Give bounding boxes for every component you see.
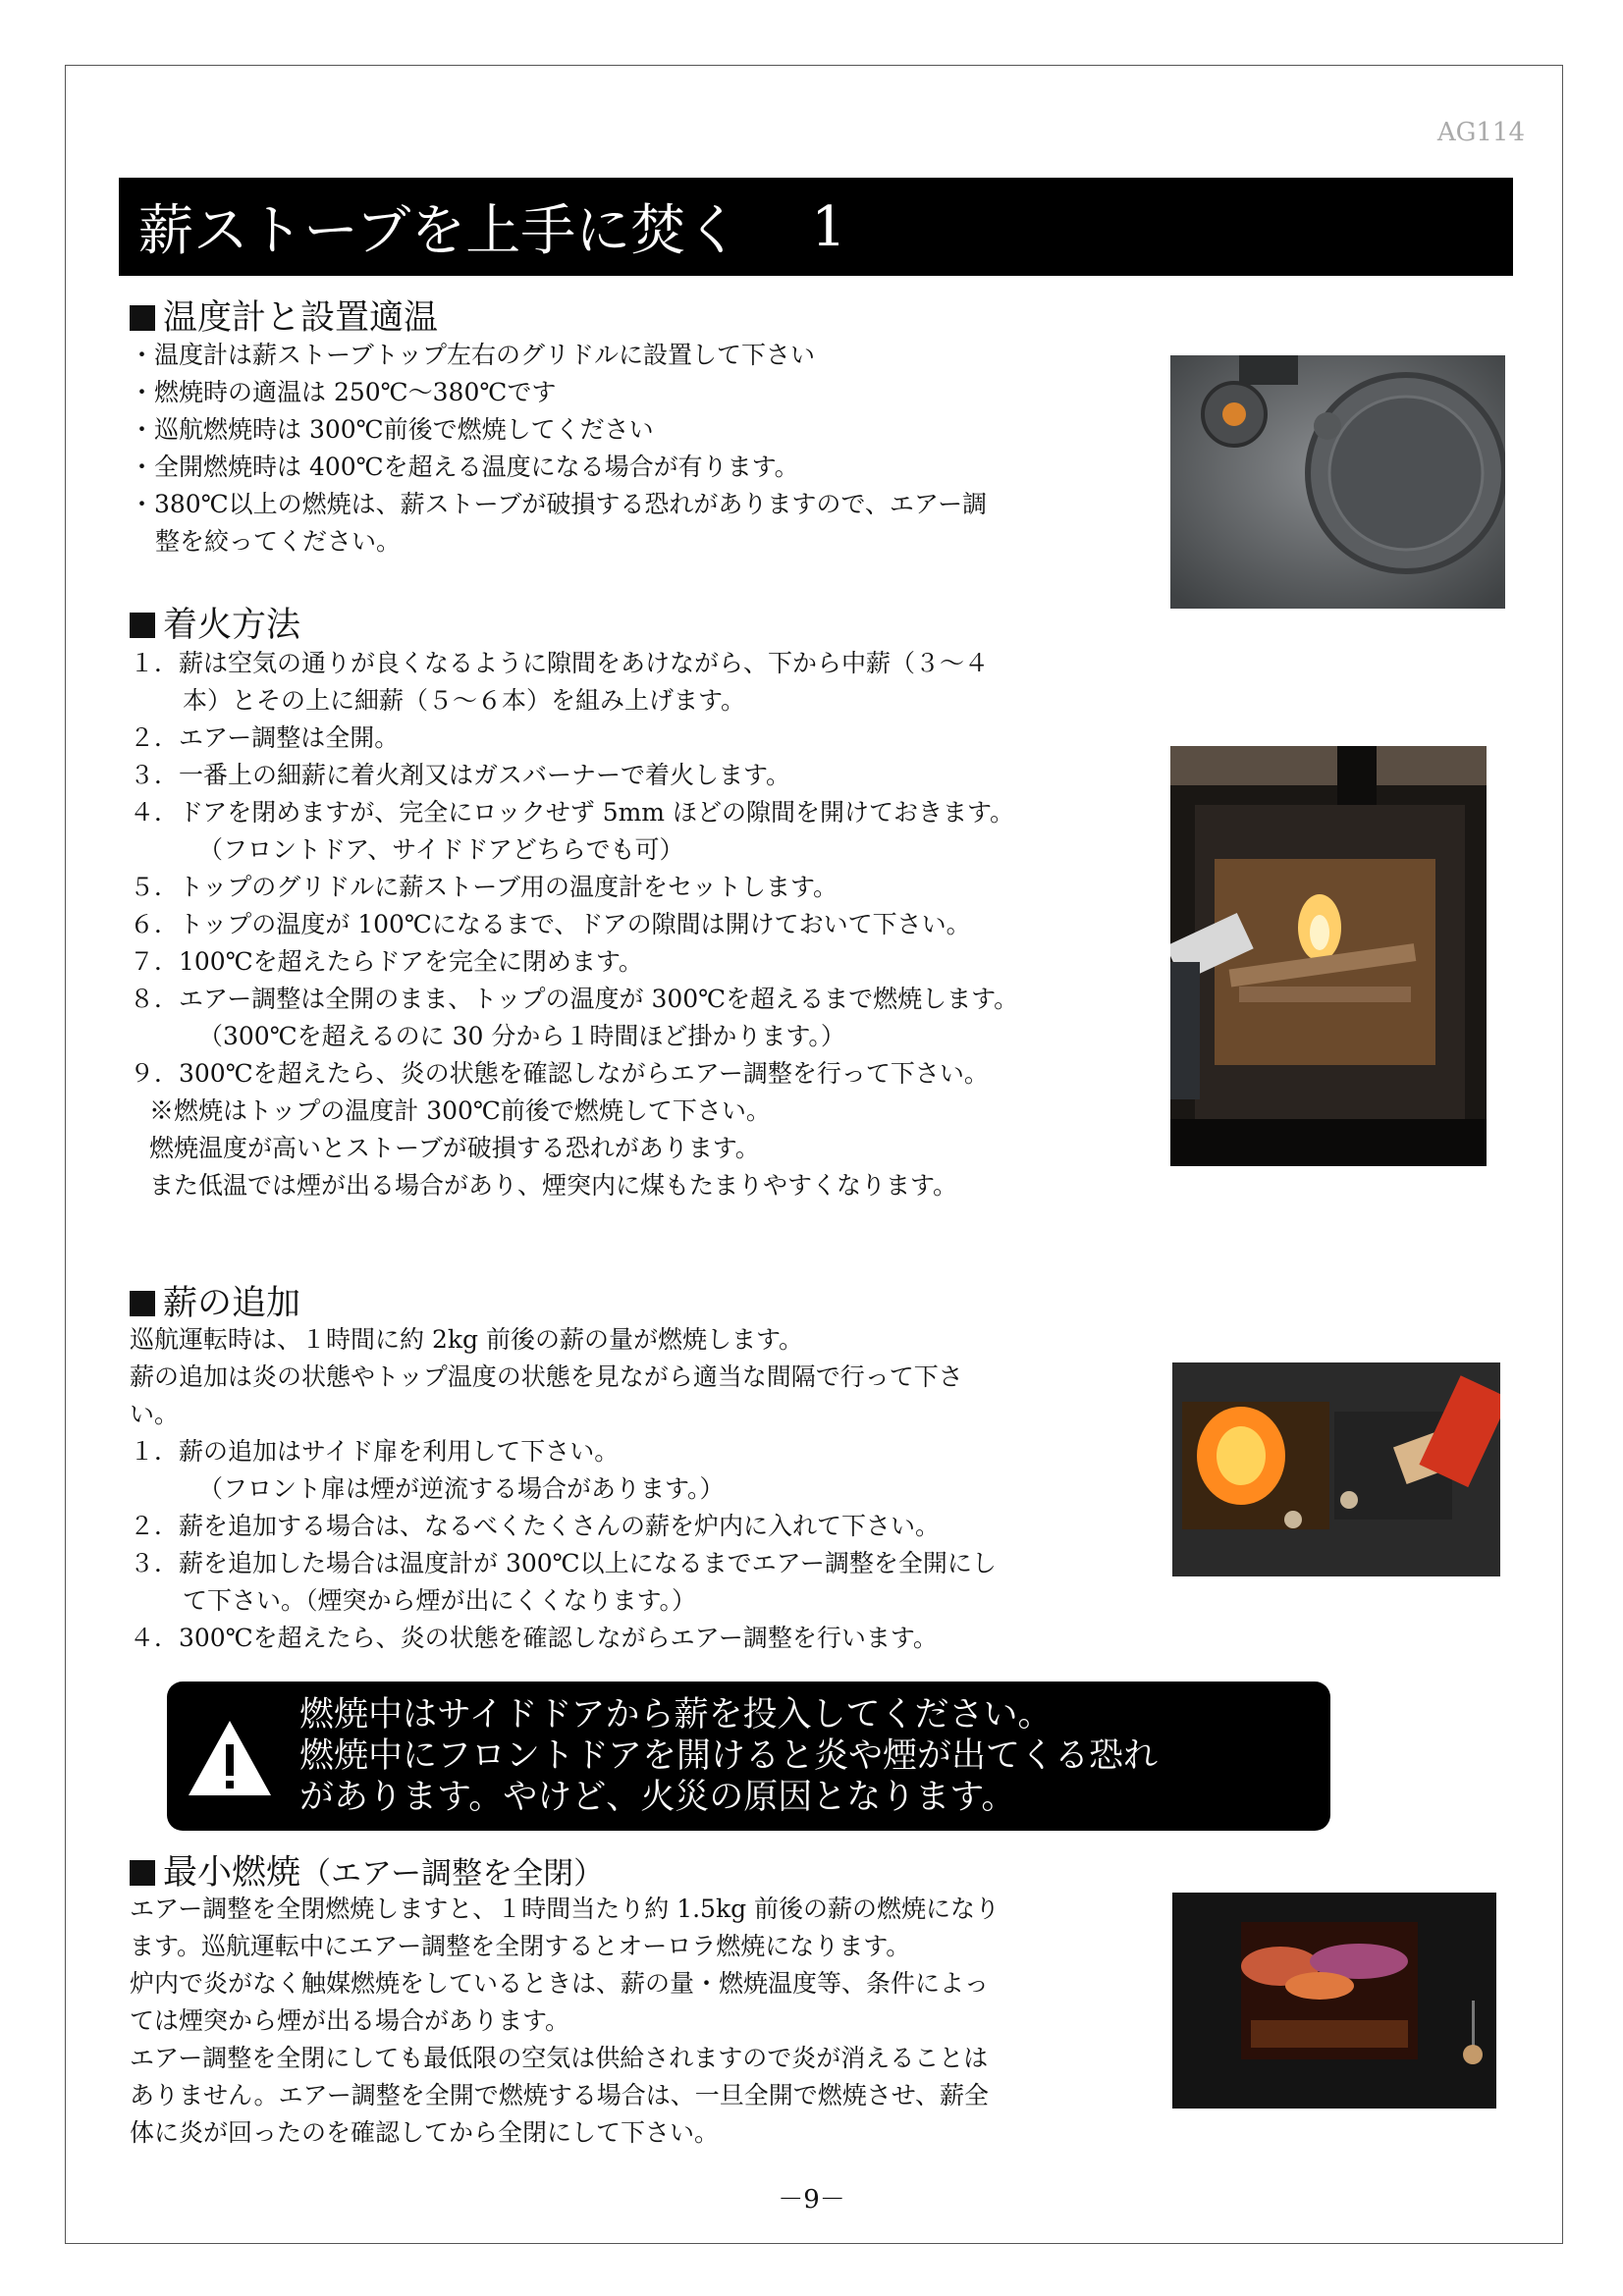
list-item: ４．300℃を超えたら、炎の状態を確認しながらエアー調整を行います。 — [130, 1624, 938, 1652]
note-line: 燃焼温度が高いとストーブが破損する恐れがあります。 — [149, 1134, 760, 1162]
list-item: ７．100℃を超えたらドアを完全に閉めます。 — [130, 947, 643, 976]
list-item: い。 — [130, 1400, 180, 1428]
warning-line: 燃焼中にフロントドアを開けると炎や煙が出てくる恐れ — [299, 1736, 1158, 1776]
paragraph-line: ます。巡航運転中にエアー調整を全閉するとオーロラ燃焼になります。 — [130, 1932, 911, 1960]
list-item: ５．トップのグリドルに薪ストーブ用の温度計をセットします。 — [130, 873, 839, 901]
list-item: 薪の追加は炎の状態やトップ温度の状態を見ながら適当な間隔で行って下さ — [130, 1362, 963, 1391]
list-item: ６．トップの温度が 100℃になるまで、ドアの隙間は開けておいて下さい。 — [130, 910, 971, 938]
square-bullet-icon — [130, 1860, 155, 1886]
list-item: 整を絞ってください。 — [155, 527, 402, 556]
list-item: ８．エアー調整は全開のまま、トップの温度が 300℃を超えるまで燃焼します。 — [130, 985, 1019, 1013]
list-item: ９．300℃を超えたら、炎の状態を確認しながらエアー調整を行って下さい。 — [130, 1059, 989, 1088]
list-item: ３．薪を追加した場合は温度計が 300℃以上になるまでエアー調整を全開にし — [130, 1549, 997, 1577]
page-title: 薪ストーブを上手に焚く — [138, 199, 741, 263]
paragraph-line: 体に炎が回ったのを確認してから全閉にして下さい。 — [130, 2118, 720, 2147]
adding-wood-photo — [1172, 1362, 1500, 1576]
list-item: （フロント扉は煙が逆流する場合があります。） — [198, 1474, 725, 1503]
list-item: （フロントドア、サイドドアどちらでも可） — [198, 835, 684, 864]
list-item: ・燃焼時の適温は 250℃～380℃です — [130, 378, 557, 406]
section-heading-ignition: 着火方法 — [130, 598, 300, 647]
page-title-bar — [119, 178, 1513, 276]
paragraph-line: ありません。エアー調整を全開で燃焼する場合は、一旦全開で燃焼させ、薪全 — [130, 2081, 990, 2109]
list-item: （300℃を超えるのに 30 分から１時間ほど掛かります。） — [198, 1022, 845, 1050]
square-bullet-icon — [130, 613, 155, 638]
stove-top-thermometer-photo — [1170, 355, 1505, 609]
warning-line: 燃焼中はサイドドアから薪を投入してください。 — [299, 1695, 1053, 1735]
list-item: １．薪の追加はサイド扉を利用して下さい。 — [130, 1437, 620, 1466]
page-title-number: 1 — [811, 194, 846, 259]
square-bullet-icon — [130, 1291, 155, 1316]
list-item: １．薪は空気の通りが良くなるように隙間をあけながら、下から中薪（３～４ — [130, 649, 990, 677]
list-item: ・380℃以上の燃焼は、薪ストーブが破損する恐れがありますので、エアー調 — [130, 490, 988, 518]
list-item: 本）とその上に細薪（５～６本）を組み上げます。 — [183, 686, 746, 715]
list-item: ４．ドアを閉めますが、完全にロックせず 5mm ほどの隙間を開けておきます。 — [130, 798, 1014, 827]
list-item: ２．薪を追加する場合は、なるべくたくさんの薪を炉内に入れて下さい。 — [130, 1512, 941, 1540]
paragraph-line: ては煙突から煙が出る場合があります。 — [130, 2006, 570, 2035]
section-heading-temperature: 温度計と設置適温 — [130, 291, 438, 340]
stove-ignition-photo — [1170, 746, 1487, 1166]
warning-line: があります。やけど、火災の原因となります。 — [299, 1778, 1016, 1817]
document-code: AG114 — [1436, 118, 1525, 147]
list-item: 巡航運転時は、１時間に約 2kg 前後の薪の量が燃焼します。 — [130, 1325, 803, 1354]
minimum-burn-text — [130, 1891, 1000, 2152]
aurora-burn-photo — [1172, 1893, 1496, 2109]
page-number: －9－ — [778, 2185, 845, 2215]
warning-triangle-icon — [185, 1717, 275, 1799]
list-item: て下さい。（煙突から煙が出にくくなります。） — [183, 1586, 697, 1615]
warning-box — [167, 1682, 1330, 1831]
list-item: ３．一番上の細薪に着火剤又はガスバーナーで着火します。 — [130, 761, 791, 789]
temperature-list — [130, 337, 987, 561]
list-item: ・全開燃焼時は 400℃を超える温度になる場合が有ります。 — [130, 453, 799, 481]
list-item: ・巡航燃焼時は 300℃前後で燃焼してください — [130, 415, 654, 444]
paragraph-line: 炉内で炎がなく触媒燃焼をしているときは、薪の量・燃焼温度等、条件によっ — [130, 1969, 990, 1998]
section-heading-minimum-burn: 最小燃焼（エアー調整を全閉） — [130, 1845, 604, 1895]
note-line: ※燃焼はトップの温度計 300℃前後で燃焼して下さい。 — [149, 1096, 771, 1125]
paragraph-line: エアー調整を全閉にしても最低限の空気は供給されますので炎が消えることは — [130, 2044, 989, 2072]
list-item: ２．エアー調整は全開。 — [130, 723, 400, 752]
square-bullet-icon — [130, 305, 155, 331]
list-item: ・温度計は薪ストーブトップ左右のグリドルに設置して下さい — [130, 341, 816, 369]
note-line: また低温では煙が出る場合があり、煙突内に煤もたまりやすくなります。 — [149, 1171, 958, 1200]
adding-wood-list — [130, 1321, 997, 1657]
ignition-steps-list — [130, 645, 1018, 1204]
section-heading-adding-wood: 薪の追加 — [130, 1276, 300, 1325]
paragraph-line: エアー調整を全閉燃焼しますと、１時間当たり約 1.5kg 前後の薪の燃焼になり — [130, 1895, 1001, 1923]
